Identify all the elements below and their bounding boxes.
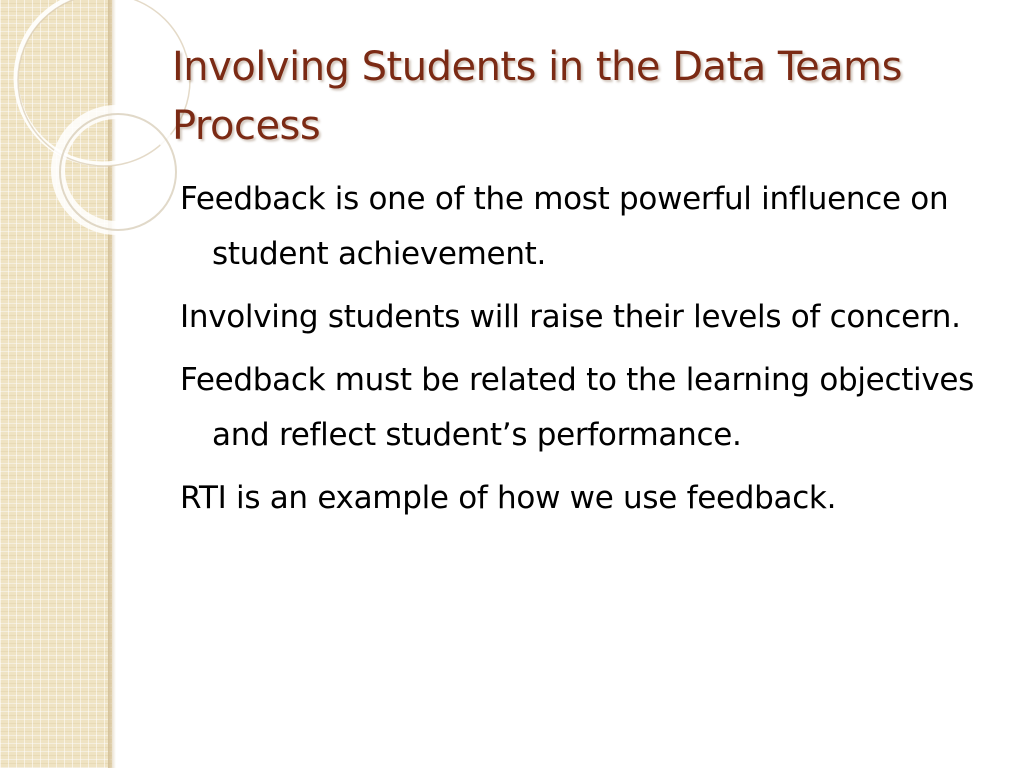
bullet-item: RTI is an example of how we use feedback. (180, 480, 837, 516)
decorative-rings-graphic (0, 0, 200, 260)
bullet-item: Feedback is one of the most powerful influence on student achievement. (180, 181, 949, 272)
bullet-list (180, 172, 980, 534)
slide-title: Involving Students in the Data Teams Process (172, 44, 902, 149)
bullet-item: Involving students will raise their levels of concern. (180, 299, 961, 335)
bullet-item: Feedback must be related to the learning objectives and reflect student’s performance. (180, 362, 975, 453)
